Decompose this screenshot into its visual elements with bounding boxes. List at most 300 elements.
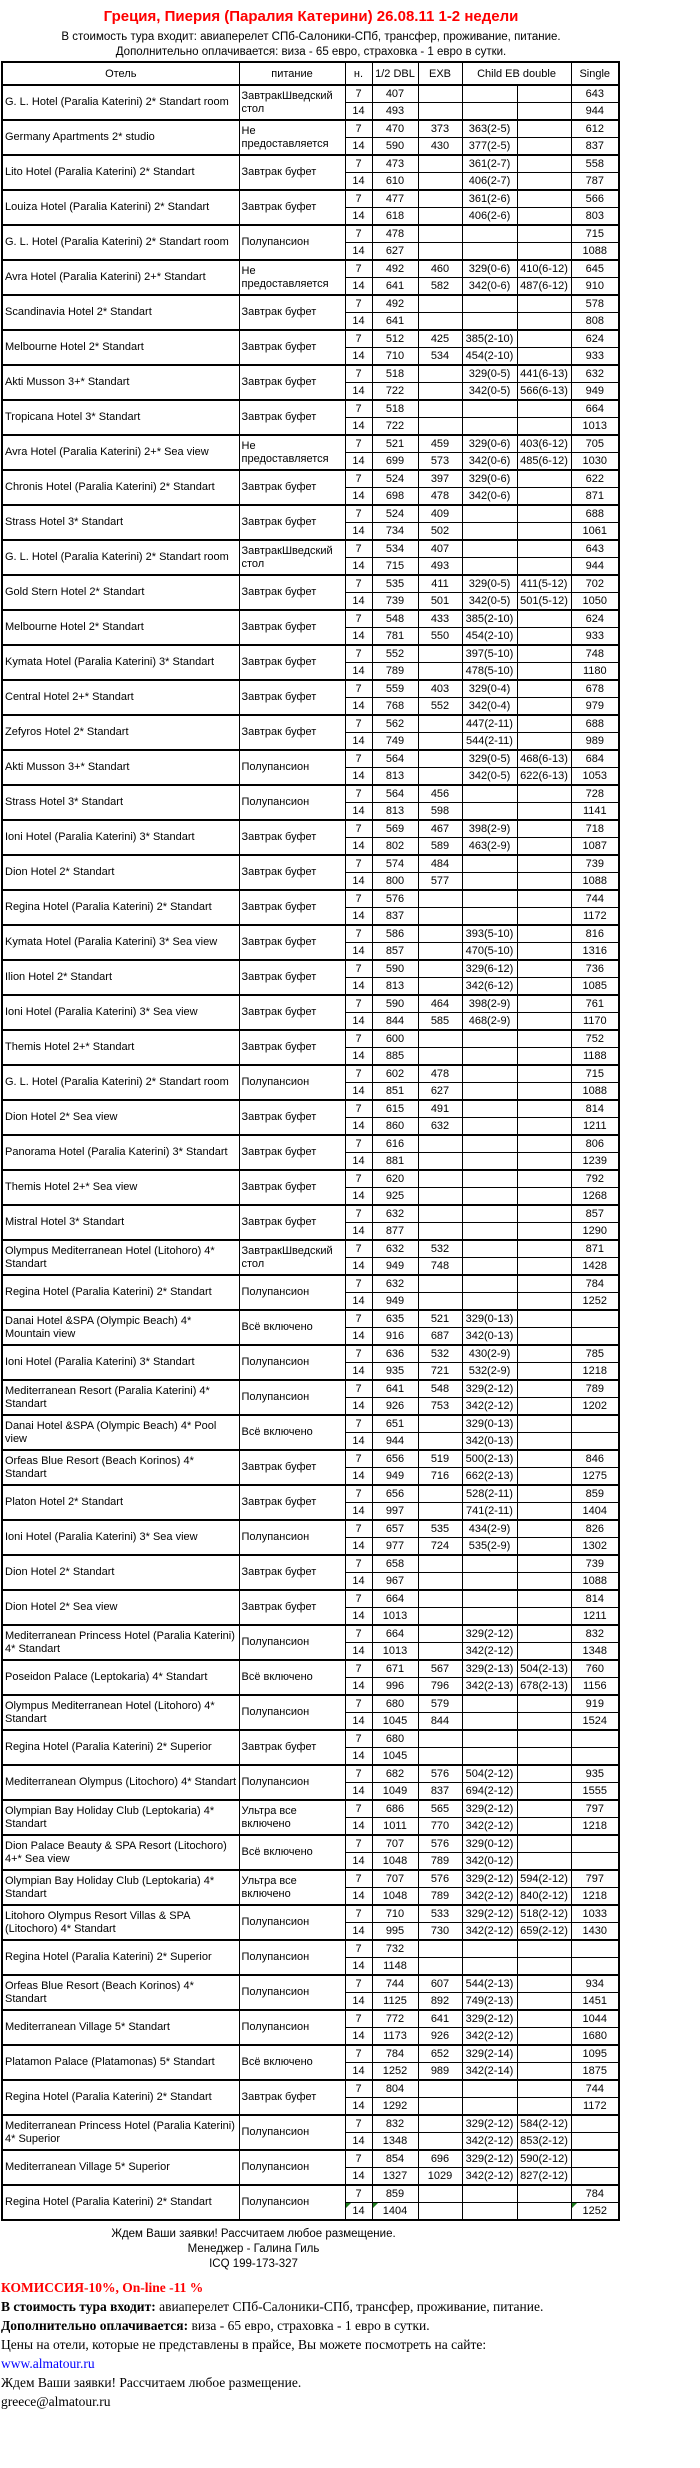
child-price-1: 342(2-12) <box>462 1818 517 1836</box>
price-half-dbl: 473 <box>372 155 418 173</box>
child-price-1: 329(2-12) <box>462 2115 517 2133</box>
child-price-1: 342(0-12) <box>462 1853 517 1871</box>
child-price-2 <box>517 1153 571 1171</box>
child-price-1: 749(2-13) <box>462 1993 517 2011</box>
requests-line: Ждем Ваши заявки! Рассчитаем любое размещение. <box>111 2228 396 2240</box>
meal-plan: Завтрак буфет <box>239 960 345 995</box>
price-exb <box>418 295 462 313</box>
table-row <box>2 680 619 698</box>
nights-value: 14 <box>345 943 372 961</box>
table-row <box>2 1415 619 1433</box>
table-row <box>2 225 619 243</box>
nights-value: 14 <box>345 1993 372 2011</box>
child-price-1: 398(2-9) <box>462 820 517 838</box>
child-price-2 <box>517 715 571 733</box>
nights-value: 7 <box>345 2045 372 2063</box>
price-exb <box>418 1205 462 1223</box>
meal-plan: Завтрак буфет <box>239 1030 345 1065</box>
price-exb <box>418 313 462 331</box>
price-half-dbl: 478 <box>372 225 418 243</box>
nights-value: 7 <box>345 435 372 453</box>
nights-value: 7 <box>345 925 372 943</box>
child-price-2 <box>517 785 571 803</box>
price-single: 797 <box>571 1870 619 1888</box>
price-single: 1275 <box>571 1468 619 1486</box>
nights-value: 14 <box>345 1713 372 1731</box>
price-half-dbl: 602 <box>372 1065 418 1083</box>
hotel-name: Mediterranean Princess Hotel (Paralia Katerini) 4* Superior <box>2 2115 239 2150</box>
price-exb <box>418 1503 462 1521</box>
table-row <box>2 295 619 313</box>
meal-plan: Завтрак буфет <box>239 400 345 435</box>
nights-value: 14 <box>345 523 372 541</box>
price-half-dbl: 926 <box>372 1398 418 1416</box>
price-single: 784 <box>571 1275 619 1293</box>
child-price-1: 329(0-6) <box>462 260 517 278</box>
nights-value: 14 <box>345 1433 372 1451</box>
nights-value: 7 <box>345 365 372 383</box>
child-price-2 <box>517 2080 571 2098</box>
nights-value: 14 <box>345 1818 372 1836</box>
meal-plan: Завтрак буфет <box>239 470 345 505</box>
child-price-2 <box>517 1328 571 1346</box>
included-note <box>1 2297 621 2316</box>
table-row <box>2 155 619 173</box>
nights-value: 7 <box>345 85 372 103</box>
price-exb <box>418 715 462 733</box>
price-half-dbl: 686 <box>372 1800 418 1818</box>
child-price-1: 342(0-6) <box>462 278 517 296</box>
table-row <box>2 855 619 873</box>
nights-value: 7 <box>345 190 372 208</box>
hotel-name: Scandinavia Hotel 2* Standart <box>2 295 239 330</box>
price-half-dbl: 616 <box>372 1135 418 1153</box>
meal-plan: Завтрак буфет <box>239 715 345 750</box>
price-half-dbl: 1125 <box>372 1993 418 2011</box>
paid-extra-line: Дополнительно оплачивается: виза - 65 евро, страховка - 1 евро в сутки. <box>115 46 507 58</box>
child-price-2 <box>517 85 571 103</box>
nights-value: 7 <box>345 960 372 978</box>
price-half-dbl: 772 <box>372 2010 418 2028</box>
child-price-1: 447(2-11) <box>462 715 517 733</box>
child-price-2: 403(6-12) <box>517 435 571 453</box>
child-price-1: 694(2-12) <box>462 1783 517 1801</box>
child-price-2 <box>517 313 571 331</box>
child-price-2 <box>517 855 571 873</box>
meal-plan: Всё включено <box>239 1310 345 1345</box>
price-single: 664 <box>571 400 619 418</box>
price-exb <box>418 190 462 208</box>
price-exb <box>418 733 462 751</box>
nights-value: 7 <box>345 610 372 628</box>
nights-value: 7 <box>345 2115 372 2133</box>
table-row <box>2 1835 619 1853</box>
price-half-dbl: 620 <box>372 1170 418 1188</box>
price-single: 744 <box>571 890 619 908</box>
price-single: 832 <box>571 1625 619 1643</box>
nights-value: 7 <box>345 820 372 838</box>
price-single: 792 <box>571 1170 619 1188</box>
child-price-2 <box>517 1065 571 1083</box>
site-link[interactable]: www.almatour.ru <box>1 2356 95 2371</box>
price-exb <box>418 960 462 978</box>
nights-value: 14 <box>345 1643 372 1661</box>
hotel-name: Kymata Hotel (Paralia Katerini) 3* Standart <box>2 645 239 680</box>
hotel-name: Mediterranean Village 5* Superior <box>2 2150 239 2185</box>
nights-value: 7 <box>345 1870 372 1888</box>
child-price-2 <box>517 803 571 821</box>
table-row <box>2 1555 619 1573</box>
price-half-dbl: 851 <box>372 1083 418 1101</box>
price-exb: 730 <box>418 1923 462 1941</box>
child-price-2 <box>517 1205 571 1223</box>
child-price-1: 500(2-13) <box>462 1450 517 1468</box>
nights-value: 14 <box>345 2063 372 2081</box>
hotel-name: Dion Hotel 2* Standart <box>2 855 239 890</box>
child-price-2 <box>517 2045 571 2063</box>
child-price-2 <box>517 243 571 261</box>
child-price-2 <box>517 418 571 436</box>
child-price-2 <box>517 1293 571 1311</box>
price-single: 837 <box>571 138 619 156</box>
child-price-2: 501(5-12) <box>517 593 571 611</box>
price-half-dbl: 627 <box>372 243 418 261</box>
nights-value: 14 <box>345 873 372 891</box>
nights-value: 14 <box>345 1608 372 1626</box>
price-half-dbl: 477 <box>372 190 418 208</box>
child-price-1: 329(0-13) <box>462 1415 517 1433</box>
nights-value: 14 <box>345 1853 372 1871</box>
price-half-dbl: 569 <box>372 820 418 838</box>
hotel-name: Ioni Hotel (Paralia Katerini) 3* Standart <box>2 1345 239 1380</box>
child-price-2: 659(2-12) <box>517 1923 571 1941</box>
price-half-dbl: 548 <box>372 610 418 628</box>
price-single: 1088 <box>571 243 619 261</box>
price-single: 1211 <box>571 1608 619 1626</box>
price-exb: 552 <box>418 698 462 716</box>
price-half-dbl: 722 <box>372 383 418 401</box>
nights-value: 14 <box>345 1048 372 1066</box>
child-price-1 <box>462 1573 517 1591</box>
child-price-1: 342(2-12) <box>462 1398 517 1416</box>
price-half-dbl: 925 <box>372 1188 418 1206</box>
price-half-dbl: 707 <box>372 1870 418 1888</box>
price-half-dbl: 715 <box>372 558 418 576</box>
price-half-dbl: 564 <box>372 750 418 768</box>
meal-plan: Завтрак буфет <box>239 1555 345 1590</box>
child-price-1: 342(0-6) <box>462 453 517 471</box>
price-table <box>1 61 620 2221</box>
price-half-dbl: 857 <box>372 943 418 961</box>
child-price-2 <box>517 1748 571 1766</box>
price-exb <box>418 155 462 173</box>
price-half-dbl: 944 <box>372 1433 418 1451</box>
price-exb: 493 <box>418 558 462 576</box>
child-price-1 <box>462 1135 517 1153</box>
price-single <box>571 1748 619 1766</box>
email-text: greece@almatour.ru <box>1 2394 111 2409</box>
price-exb <box>418 173 462 191</box>
nights-value: 7 <box>345 575 372 593</box>
price-half-dbl: 590 <box>372 960 418 978</box>
price-half-dbl: 1292 <box>372 2098 418 2116</box>
column-header-child: Child EB double <box>462 62 571 85</box>
price-single: 1172 <box>571 908 619 926</box>
child-price-2 <box>517 1048 571 1066</box>
nights-value: 7 <box>345 120 372 138</box>
child-price-1: 329(2-12) <box>462 1905 517 1923</box>
hotel-name: Mediterranean Olympus (Litochoro) 4* Standart <box>2 1765 239 1800</box>
price-single: 1451 <box>571 1993 619 2011</box>
child-price-2: 622(6-13) <box>517 768 571 786</box>
price-single: 578 <box>571 295 619 313</box>
price-exb: 491 <box>418 1100 462 1118</box>
price-exb: 521 <box>418 1310 462 1328</box>
price-half-dbl: 1011 <box>372 1818 418 1836</box>
hotel-name: Germany Apartments 2* studio <box>2 120 239 155</box>
child-price-2 <box>517 1030 571 1048</box>
nights-value: 14 <box>345 1363 372 1381</box>
price-half-dbl: 564 <box>372 785 418 803</box>
price-half-dbl: 552 <box>372 645 418 663</box>
child-price-1: 406(2-6) <box>462 208 517 226</box>
price-half-dbl: 749 <box>372 733 418 751</box>
price-exb: 519 <box>418 1450 462 1468</box>
child-price-1 <box>462 1555 517 1573</box>
price-exb: 589 <box>418 838 462 856</box>
child-price-1: 329(2-12) <box>462 1870 517 1888</box>
price-exb <box>418 768 462 786</box>
child-price-2 <box>517 1258 571 1276</box>
price-exb: 585 <box>418 1013 462 1031</box>
child-price-2 <box>517 1818 571 1836</box>
meal-plan: Завтрак буфет <box>239 820 345 855</box>
price-exb: 721 <box>418 1363 462 1381</box>
price-exb: 989 <box>418 2063 462 2081</box>
price-exb <box>418 1433 462 1451</box>
price-single: 1013 <box>571 418 619 436</box>
child-price-1: 393(5-10) <box>462 925 517 943</box>
hotel-name: G. L. Hotel (Paralia Katerini) 2* Standart room <box>2 1065 239 1100</box>
child-price-1 <box>462 505 517 523</box>
child-price-2 <box>517 1433 571 1451</box>
child-price-1 <box>462 1590 517 1608</box>
price-half-dbl: 732 <box>372 1940 418 1958</box>
meal-plan: Полупансион <box>239 750 345 785</box>
meal-plan: Полупансион <box>239 785 345 820</box>
price-half-dbl: 586 <box>372 925 418 943</box>
price-exb: 550 <box>418 628 462 646</box>
child-price-1: 430(2-9) <box>462 1345 517 1363</box>
price-single: 808 <box>571 313 619 331</box>
meal-plan: Полупансион <box>239 2150 345 2185</box>
price-exb <box>418 1275 462 1293</box>
hotel-name: Ilion Hotel 2* Standart <box>2 960 239 995</box>
price-half-dbl: 535 <box>372 575 418 593</box>
price-exb: 598 <box>418 803 462 821</box>
price-single: 1141 <box>571 803 619 821</box>
child-price-1 <box>462 1608 517 1626</box>
price-exb: 430 <box>418 138 462 156</box>
price-single: 624 <box>571 330 619 348</box>
meal-plan: Полупансион <box>239 1765 345 1800</box>
meal-plan: Завтрак буфет <box>239 2080 345 2115</box>
hotel-name: Platamon Palace (Platamonas) 5* Standart <box>2 2045 239 2080</box>
child-price-1 <box>462 1223 517 1241</box>
price-half-dbl: 632 <box>372 1205 418 1223</box>
hotel-name: Regina Hotel (Paralia Katerini) 2* Standart <box>2 2185 239 2220</box>
column-header-nights: н. <box>345 62 372 85</box>
price-exb: 532 <box>418 1345 462 1363</box>
price-exb: 926 <box>418 2028 462 2046</box>
nights-value: 14 <box>345 488 372 506</box>
hotel-name: Regina Hotel (Paralia Katerini) 2* Superior <box>2 1940 239 1975</box>
child-price-1: 470(5-10) <box>462 943 517 961</box>
child-price-2 <box>517 488 571 506</box>
price-single: 1180 <box>571 663 619 681</box>
child-price-1 <box>462 1240 517 1258</box>
table-row <box>2 925 619 943</box>
price-exb: 576 <box>418 1765 462 1783</box>
nights-value: 7 <box>345 645 372 663</box>
child-price-2 <box>517 838 571 856</box>
child-price-2 <box>517 120 571 138</box>
child-price-1 <box>462 1083 517 1101</box>
price-single <box>571 1328 619 1346</box>
price-single: 736 <box>571 960 619 978</box>
child-price-1: 342(2-12) <box>462 2133 517 2151</box>
price-exb <box>418 1958 462 1976</box>
nights-value: 7 <box>345 1765 372 1783</box>
table-row <box>2 1695 619 1713</box>
price-exb <box>418 1153 462 1171</box>
table-row <box>2 1905 619 1923</box>
child-price-2 <box>517 1958 571 1976</box>
child-price-2 <box>517 330 571 348</box>
nights-value: 14 <box>345 593 372 611</box>
price-single <box>571 1433 619 1451</box>
hotel-name: Orfeas Blue Resort (Beach Korinos) 4* Standart <box>2 1975 239 2010</box>
price-single: 1290 <box>571 1223 619 1241</box>
hotel-name: Zefyros Hotel 2* Standart <box>2 715 239 750</box>
price-half-dbl: 512 <box>372 330 418 348</box>
table-row <box>2 575 619 593</box>
nights-value: 7 <box>345 750 372 768</box>
price-single <box>571 1835 619 1853</box>
meal-plan: Завтрак буфет <box>239 1100 345 1135</box>
price-exb <box>418 2115 462 2133</box>
meal-plan: Ультра все включено <box>239 1800 345 1835</box>
price-exb: 535 <box>418 1520 462 1538</box>
nights-value: 7 <box>345 1345 372 1363</box>
price-exb <box>418 383 462 401</box>
price-single: 566 <box>571 190 619 208</box>
table-row <box>2 1275 619 1293</box>
nights-value: 14 <box>345 663 372 681</box>
child-price-1: 342(6-12) <box>462 978 517 996</box>
meal-plan: Полупансион <box>239 1940 345 1975</box>
child-price-1: 329(0-12) <box>462 1835 517 1853</box>
child-price-1 <box>462 1713 517 1731</box>
price-single: 1156 <box>571 1678 619 1696</box>
price-exb <box>418 1485 462 1503</box>
nights-value: 7 <box>345 1520 372 1538</box>
child-price-2 <box>517 2203 571 2221</box>
table-row <box>2 1310 619 1328</box>
price-single: 857 <box>571 1205 619 1223</box>
price-single: 622 <box>571 470 619 488</box>
price-half-dbl: 636 <box>372 1345 418 1363</box>
hotel-name: Regina Hotel (Paralia Katerini) 2* Standart <box>2 2080 239 2115</box>
child-price-2 <box>517 663 571 681</box>
child-price-1: 329(2-12) <box>462 2150 517 2168</box>
price-single: 1302 <box>571 1538 619 1556</box>
table-row <box>2 750 619 768</box>
hotel-name: Orfeas Blue Resort (Beach Korinos) 4* Standart <box>2 1450 239 1485</box>
nights-value: 14 <box>345 733 372 751</box>
price-exb <box>418 400 462 418</box>
nights-value: 7 <box>345 1660 372 1678</box>
price-exb: 652 <box>418 2045 462 2063</box>
price-half-dbl: 641 <box>372 1380 418 1398</box>
nights-value: 7 <box>345 1065 372 1083</box>
hotel-name: Regina Hotel (Paralia Katerini) 2* Superior <box>2 1730 239 1765</box>
price-single: 1088 <box>571 1083 619 1101</box>
price-single: 702 <box>571 575 619 593</box>
price-exb <box>418 1608 462 1626</box>
nights-value: 14 <box>345 348 372 366</box>
price-single: 624 <box>571 610 619 628</box>
table-row <box>2 1345 619 1363</box>
price-single: 1095 <box>571 2045 619 2063</box>
nights-value: 14 <box>345 978 372 996</box>
child-price-1: 329(0-13) <box>462 1310 517 1328</box>
nights-value: 7 <box>345 470 372 488</box>
price-single: 728 <box>571 785 619 803</box>
price-half-dbl: 656 <box>372 1450 418 1468</box>
nights-value: 14 <box>345 1923 372 1941</box>
price-exb <box>418 225 462 243</box>
child-price-2 <box>517 978 571 996</box>
price-exb <box>418 1188 462 1206</box>
tour-included-line: В стоимость тура входит: авиаперелет СПб-Салоники-СПб, трансфер, проживание, питание. <box>61 31 561 43</box>
nights-value: 7 <box>345 1380 372 1398</box>
child-price-2 <box>517 1608 571 1626</box>
nights-value: 14 <box>345 138 372 156</box>
meal-plan: ЗавтракШведский стол <box>239 1240 345 1275</box>
table-row <box>2 330 619 348</box>
child-price-1 <box>462 1293 517 1311</box>
price-single: 1218 <box>571 1363 619 1381</box>
table-row <box>2 610 619 628</box>
price-exb: 534 <box>418 348 462 366</box>
price-half-dbl: 492 <box>372 260 418 278</box>
table-row <box>2 2185 619 2203</box>
meal-plan: Полупансион <box>239 2115 345 2150</box>
price-exb: 373 <box>418 120 462 138</box>
nights-value: 7 <box>345 1975 372 1993</box>
meal-plan: Завтрак буфет <box>239 1450 345 1485</box>
price-half-dbl: 470 <box>372 120 418 138</box>
table-row <box>2 190 619 208</box>
meal-plan: Полупансион <box>239 1905 345 1940</box>
child-price-1 <box>462 1048 517 1066</box>
child-price-1 <box>462 1170 517 1188</box>
price-half-dbl: 518 <box>372 400 418 418</box>
child-price-1 <box>462 418 517 436</box>
price-half-dbl: 618 <box>372 208 418 226</box>
child-price-2 <box>517 505 571 523</box>
